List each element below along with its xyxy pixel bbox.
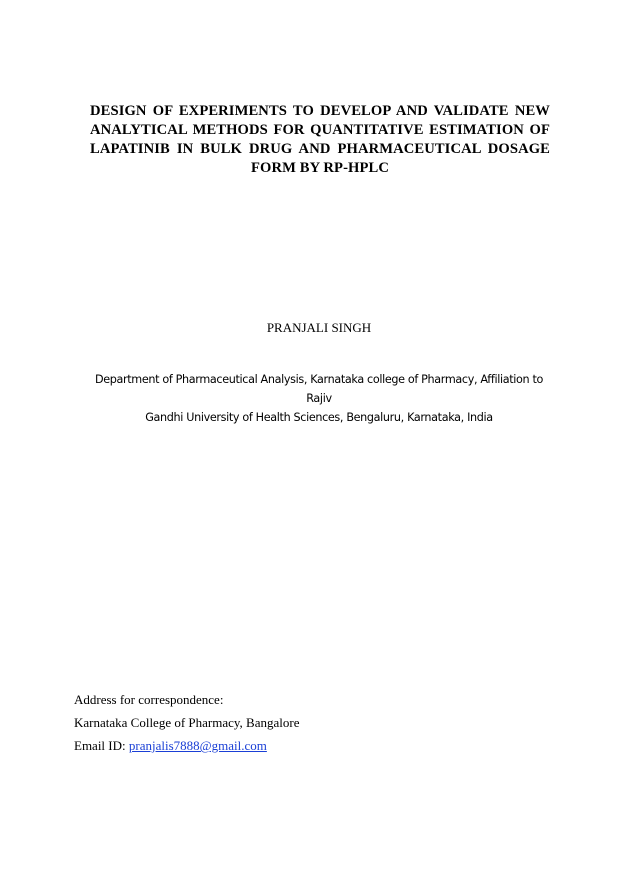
author-name: PRANJALI SINGH	[266, 320, 372, 335]
title-line-3: LAPATINIB IN BULK DRUG AND PHARMACEUTICAL DOSAGE	[90, 141, 550, 157]
title-line-2: ANALYTICAL METHODS FOR QUANTITATIVE ESTIMATION OF	[90, 122, 550, 138]
correspondence-email-row	[74, 734, 299, 757]
correspondence-block	[74, 688, 299, 757]
paper-title	[90, 102, 550, 178]
correspondence-institution: Karnataka College of Pharmacy, Bangalore	[74, 715, 300, 730]
affiliation-line-2: Gandhi University of Health Sciences, Bengaluru, Karnataka, India	[145, 411, 493, 424]
email-link[interactable]: pranjalis7888@gmail.com	[128, 738, 267, 753]
title-line-4: FORM BY RP-HPLC	[251, 160, 389, 176]
correspondence-heading: Address for correspondence:	[74, 692, 224, 707]
author-affiliation	[84, 370, 554, 427]
email-label: Email ID:	[74, 738, 129, 753]
affiliation-line-1: Department of Pharmaceutical Analysis, Karnataka college of Pharmacy, Affiliation to Rajiv	[94, 373, 544, 405]
title-line-1: DESIGN OF EXPERIMENTS TO DEVELOP AND VALIDATE NEW	[90, 103, 550, 119]
